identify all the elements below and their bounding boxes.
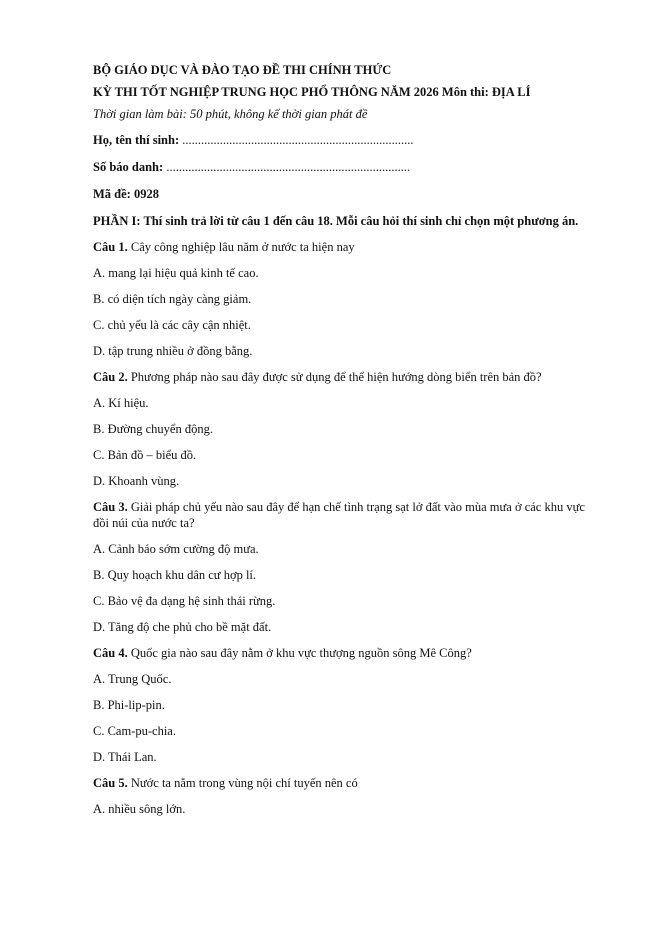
option-2a: A. Kí hiệu. — [93, 396, 149, 410]
question-label: Câu 2. — [93, 370, 128, 384]
header-exam-title: KỲ THI TỐT NGHIỆP TRUNG HỌC PHỔ THÔNG NĂM 2026 Môn thi: ĐỊA LÍ — [93, 85, 531, 99]
question-3 — [93, 499, 603, 531]
question-5 — [93, 775, 603, 791]
exam-code: Mã đề: 0928 — [93, 187, 159, 201]
question-4 — [93, 645, 603, 661]
header-ministry-line: BỘ GIÁO DỤC VÀ ĐÀO TẠO ĐỀ THI CHÍNH THỨC — [93, 63, 392, 77]
option-4d: D. Thái Lan. — [93, 750, 157, 764]
candidate-number-field — [93, 159, 603, 175]
part1-instruction: PHẦN I: Thí sinh trả lời từ câu 1 đến câu 18. Mỗi câu hỏi thí sinh chỉ chọn một phương án. — [93, 214, 579, 228]
question-text: Giải pháp chủ yếu nào sau đây để hạn chế tình trạng sạt lở đất vào mùa mưa ở các khu vực đồi núi của nước ta? — [93, 500, 585, 530]
question-label: Câu 1. — [93, 240, 128, 254]
candidate-name-label: Họ, tên thí sinh: — [93, 133, 180, 147]
question-text: Phương pháp nào sau đây được sử dụng để thể hiện hướng dòng biển trên bản đồ? — [130, 370, 542, 384]
question-label: Câu 5. — [93, 776, 128, 790]
question-text: Quốc gia nào sau đây nằm ở khu vực thượng nguồn sông Mê Công? — [130, 646, 472, 660]
option-1d: D. tập trung nhiều ở đồng bằng. — [93, 344, 253, 358]
candidate-number-label: Số báo danh: — [93, 160, 164, 174]
option-1c: C. chủ yếu là các cây cận nhiệt. — [93, 318, 251, 332]
option-3d: D. Tăng độ che phủ cho bề mặt đất. — [93, 620, 272, 634]
option-5a: A. nhiều sông lớn. — [93, 802, 186, 816]
option-1b: B. có diện tích ngày càng giảm. — [93, 292, 252, 306]
option-4b: B. Phi-lip-pin. — [93, 698, 165, 712]
option-4a: A. Trung Quốc. — [93, 672, 172, 686]
option-2b: B. Đường chuyển động. — [93, 422, 213, 436]
option-4c: C. Cam-pu-chia. — [93, 724, 176, 738]
option-3b: B. Quy hoạch khu dân cư hợp lí. — [93, 568, 257, 582]
question-text: Cây công nghiệp lâu năm ở nước ta hiện nay — [130, 240, 355, 254]
question-label: Câu 4. — [93, 646, 128, 660]
time-note: Thời gian làm bài: 50 phút, không kể thời gian phát đề — [93, 107, 368, 121]
option-3c: C. Bảo vệ đa dạng hệ sinh thái rừng. — [93, 594, 276, 608]
exam-page — [93, 62, 603, 827]
option-1a: A. mang lại hiệu quả kinh tế cao. — [93, 266, 259, 280]
option-2c: C. Bản đồ – biểu đồ. — [93, 448, 197, 462]
candidate-name-dots: .......................................................................... — [182, 133, 414, 147]
candidate-number-dots: .............................................................................. — [166, 160, 411, 174]
question-label: Câu 3. — [93, 500, 128, 514]
option-2d: D. Khoanh vùng. — [93, 474, 180, 488]
question-2 — [93, 369, 603, 385]
question-1 — [93, 239, 603, 255]
option-3a: A. Cảnh báo sớm cường độ mưa. — [93, 542, 259, 556]
question-text: Nước ta nằm trong vùng nội chí tuyến nên có — [130, 776, 358, 790]
candidate-name-field — [93, 132, 603, 148]
